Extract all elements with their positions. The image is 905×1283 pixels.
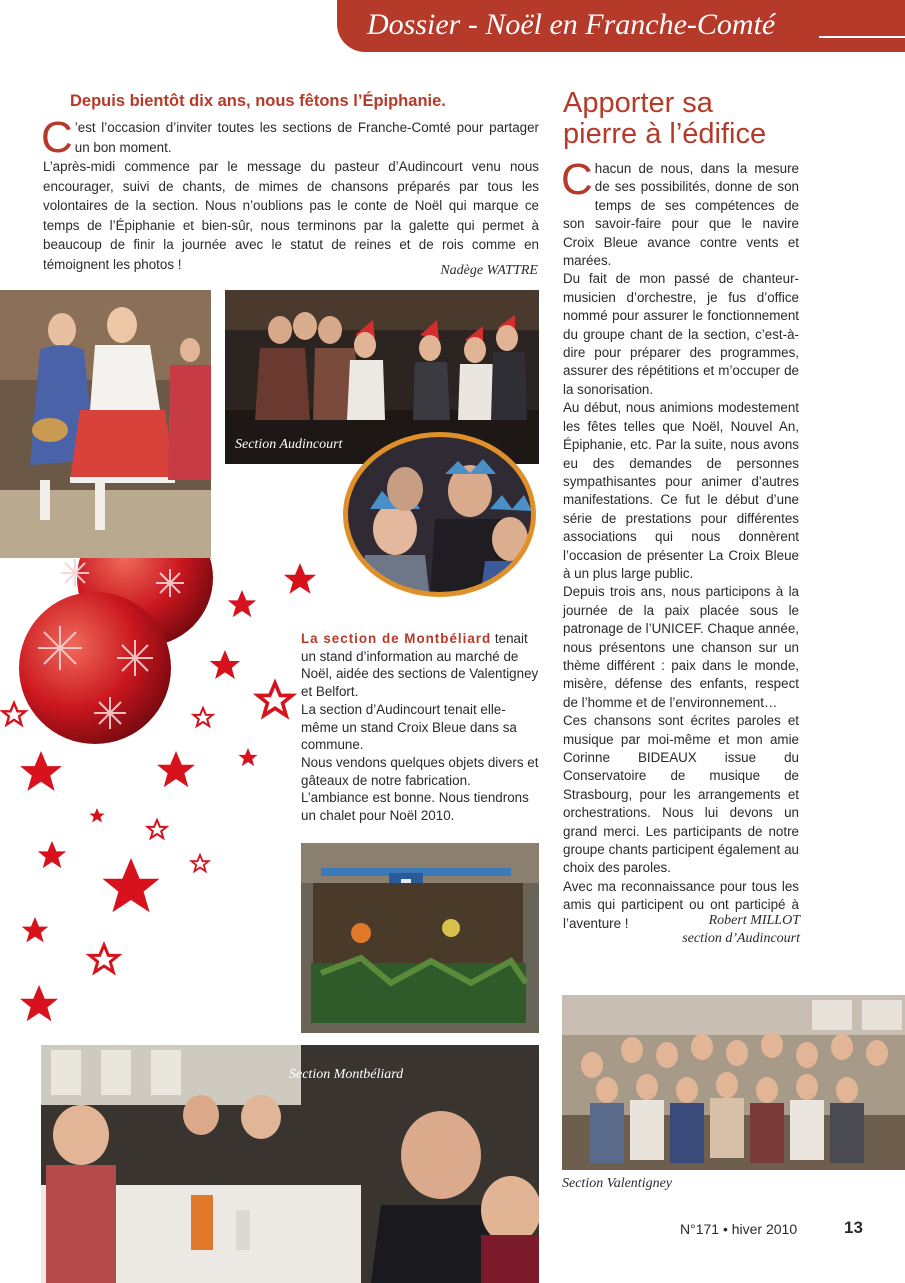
epiphany-paragraph-1: ’est l’occasion d’inviter toutes les sections de Franche-Comté pour partager un bon moment. (74, 120, 539, 155)
montbeliard-text (301, 630, 539, 825)
right-signature (682, 912, 800, 948)
epiphany-text (41, 113, 539, 274)
right-paragraph-4: Depuis trois ans, nous participons à la journée de la paix placée sous le patronage de l’UNICEF. Chaque année, nous présentons une chanson sur un thème différent : paix dans le monde, misère, défense des enfants, respect de l’homme et de l’environnement… (563, 584, 799, 710)
montbeliard-text-4: L’ambiance est bonne. Nous tiendrons un chalet pour Noël 2010. (301, 790, 529, 824)
right-paragraph-5: Ces chansons sont écrites paroles et musique par moi-même et mon amie Corinne BIDEAUX issue du Conservatoire de musique de Strasbourg, pour les arrangements et orchestrations. Nous lui devons un grand merci. Les participants de notre groupe chants participent également au choix des paroles. (563, 713, 799, 876)
caption-audincourt: Section Audincourt (235, 437, 343, 452)
epiphany-signature: Nadège WATTRE (440, 263, 538, 278)
epiphany-drop-cap: C (41, 113, 73, 162)
right-drop-cap: C (561, 155, 593, 204)
photo-christmas-stand (301, 843, 539, 1033)
header-banner (337, 0, 905, 52)
right-article-text (561, 155, 799, 933)
montbeliard-text-3: Nous vendons quelques objets divers et gâteaux de notre fabrication. (301, 754, 539, 788)
montbeliard-text-1: tenait un stand d’information au marché de Noël, aidée des sections de Valentigney et Belfort. (301, 631, 539, 700)
caption-montbeliard: Section Montbéliard (289, 1067, 404, 1082)
photo-valentigney-group (562, 995, 905, 1170)
christmas-decoration (0, 558, 330, 1058)
right-paragraph-1: hacun de nous, dans la mesure de ses possibilités, donne de son temps de ses compétences de son savoir-faire pour que le navire Croix Bleue avance contre vents et marées. (563, 161, 799, 269)
montbeliard-heading: La section de Montbéliard (301, 631, 492, 646)
epiphany-paragraph-2: L’après-midi commence par le message du pasteur d’Audincourt venu nous encourager, suivi de chants, de mimes de chansons préparés par tous les volontaires de la section. Nous n’oublions pas le conte de Noël qui marque ce temps de l’Épiphanie et bien-sûr, nous terminons par la galette qui permet à beaucoup de finir la journée avec le statut de reines et de rois comme en témoignent les photos ! (43, 159, 539, 272)
montbeliard-text-2: La section d’Audincourt tenait elle-même un stand Croix Bleue dans sa commune. (301, 701, 517, 753)
right-paragraph-6: Avec ma reconnaissance pour tous les amis qui participent ou ont participé à l’aventure ! (563, 878, 799, 931)
right-paragraph-3: Au début, nous animions modestement les fêtes telles que Noël, Nouvel An, Épiphanie, etc. Par la suite, nous avons eu des demandes de personnes sympathisantes pour animer d’autres manifestations. Ce fut le début d’une série de prestations pour différentes associations qui nous donnèrent l’occasion de présenter La Croix Bleue à un plus large public. (563, 400, 799, 581)
right-article-title (563, 88, 766, 150)
header-rule (819, 36, 905, 38)
page-number: 13 (844, 1218, 863, 1237)
epiphany-title: Depuis bientôt dix ans, nous fêtons l’Épiphanie. (70, 92, 446, 110)
caption-valentigney: Section Valentigney (562, 1176, 673, 1191)
photo-circle-children (340, 429, 539, 600)
header-title: Dossier - Noël en Franche-Comté (367, 8, 776, 41)
right-title-line-2: pierre à l’édifice (563, 118, 767, 150)
right-signature-name: Robert MILLOT (708, 913, 800, 928)
right-paragraph-2: Du fait de mon passé de chanteur-musicien d’orchestre, je fus d’office nommé pour assurer le fonctionnement du groupe chant de la section, c’est-à-dire pour préparer des programmes, assurer des répétitions et m’occuper de la sonorisation. (563, 271, 799, 397)
photo-dancers (0, 290, 211, 558)
right-signature-section: section d’Audincourt (682, 931, 800, 946)
right-title-line-1: Apporter sa (563, 87, 713, 119)
footer-issue: N°171 • hiver 2010 (680, 1221, 798, 1237)
